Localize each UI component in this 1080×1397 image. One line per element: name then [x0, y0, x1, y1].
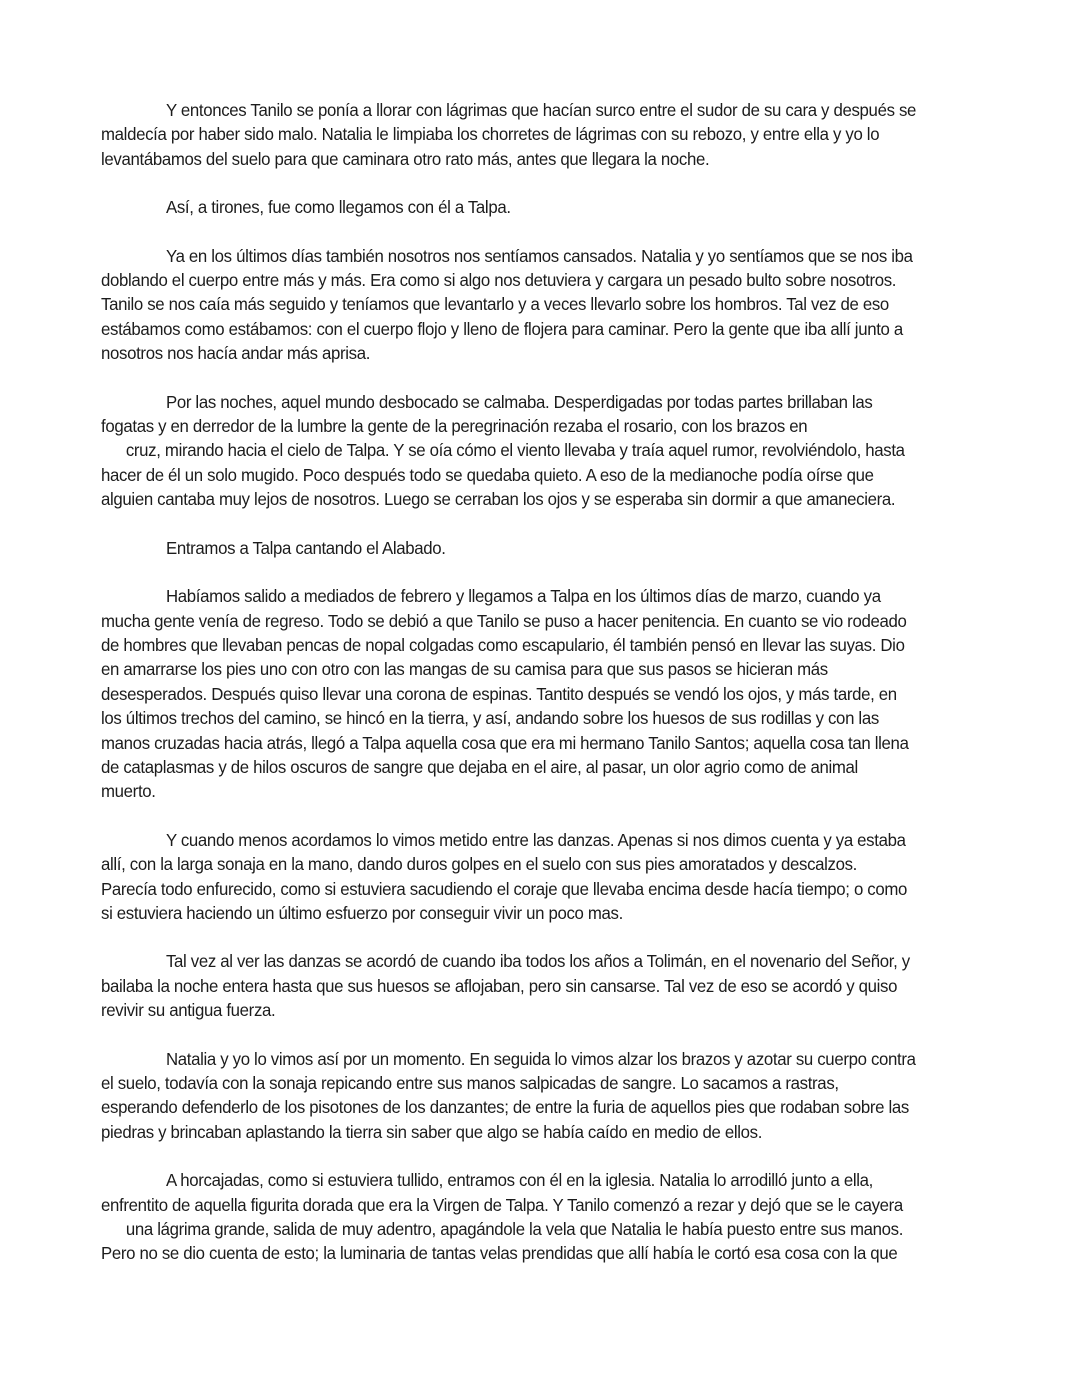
text-line: los últimos trechos del camino, se hincó en la tierra, y así, andando sobre los huesos de sus rodillas y con las	[101, 708, 879, 729]
text-line: bailaba la noche entera hasta que sus huesos se aflojaban, pero sin cansarse. Tal vez de eso se acordó y quiso	[101, 975, 898, 996]
text-line: enfrentito de aquella figurita dorada que era la Virgen de Talpa. Y Tanilo comenzó a rezar y dejó que se le cayera	[101, 1194, 903, 1215]
text-line: doblando el cuerpo entre más y más. Era como si algo nos detuviera y cargara un pesado bulto sobre nosotros.	[101, 270, 897, 291]
text-line: piedras y brincaban aplastando la tierra sin saber que algo se había caído en medio de ellos.	[101, 1121, 763, 1142]
text-line: estábamos como estábamos: con el cuerpo flojo y lleno de flojera para caminar. Pero la gente que iba allí junto a	[101, 318, 903, 339]
text-line: desesperados. Después quiso llevar una corona de espinas. Tantito después se vendó los ojos, y más tarde, en	[101, 683, 897, 704]
text-line: Tanilo se nos caía más seguido y teníamos que levantarlo y a veces llevarlo sobre los hombros. Tal vez de eso	[101, 294, 889, 315]
text-line: maldecía por haber sido malo. Natalia le limpiaba los chorretes de lágrimas con su rebozo, y entre ella y yo lo	[101, 124, 880, 145]
text-line: esperando defenderlo de los pisotones de los danzantes; de entre la furia de aquellos pies que rodaban sobre las	[101, 1097, 909, 1118]
text-line: fogatas y en derredor de la lumbre la gente de la peregrinación rezaba el rosario, con los brazos en	[101, 416, 808, 437]
text-line: de hombres que llevaban pencas de nopal colgadas como escapulario, él también pensó en llevar las suyas. Dio	[101, 634, 905, 655]
text-line: manos cruzadas hacia atrás, llegó a Talpa aquella cosa que era mi hermano Tanilo Santos; aquella cosa tan llena	[101, 732, 909, 753]
text-line: alguien cantaba muy lejos de nosotros. Luego se cerraban los ojos y se esperaba sin dormir a que amaneciera.	[101, 489, 896, 510]
text-line: levantábamos del suelo para que caminara otro rato más, antes que llegara la noche.	[101, 148, 710, 169]
paragraph-7	[101, 828, 941, 926]
text-line: mucha gente venía de regreso. Todo se debió a que Tanilo se puso a hacer penitencia. En cuanto se vio rodeado	[101, 610, 907, 631]
text-line: Natalia y yo lo vimos así por un momento. En seguida lo vimos alzar los brazos y azotar su cuerpo contra	[165, 1048, 916, 1069]
paragraph-1	[101, 98, 941, 171]
text-line: Habíamos salido a mediados de febrero y llegamos a Talpa en los últimos días de marzo, cuando ya	[165, 586, 881, 607]
text-line: cruz, mirando hacia el cielo de Talpa. Y se oía cómo el viento llevaba y traía aquel rumor, revolviéndolo, hasta	[125, 440, 905, 461]
text-line: muerto.	[101, 781, 156, 802]
text-line: Y cuando menos acordamos lo vimos metido entre las danzas. Apenas si nos dimos cuenta y ya estaba	[165, 829, 906, 850]
paragraph-9	[101, 1047, 941, 1145]
text-line: Pero no se dio cuenta de esto; la luminaria de tantas velas prendidas que allí había le cortó esa cosa con la que	[101, 1243, 898, 1264]
text-line: Entramos a Talpa cantando el Alabado.	[165, 537, 446, 558]
paragraph-5	[101, 536, 941, 560]
document-page	[101, 98, 941, 1290]
paragraph-2	[101, 195, 941, 219]
paragraph-10	[101, 1168, 941, 1266]
paragraph-6	[101, 584, 941, 804]
text-line: Tal vez al ver las danzas se acordó de cuando iba todos los años a Tolimán, en el novenario del Señor, y	[165, 951, 910, 972]
paragraph-3	[101, 244, 941, 366]
text-line: en amarrarse los pies uno con otro con las mangas de su camisa para que sus pasos se hicieran más	[101, 659, 828, 680]
paragraph-4	[101, 390, 941, 512]
paragraph-8	[101, 949, 941, 1022]
text-line: el suelo, todavía con la sonaja repicando entre sus manos salpicadas de sangre. Lo sacamos a rastras,	[101, 1073, 839, 1093]
text-line: Y entonces Tanilo se ponía a llorar con lágrimas que hacían surco entre el sudor de su cara y después se	[165, 100, 917, 120]
text-line: revivir su antigua fuerza.	[101, 1000, 276, 1021]
text-line: allí, con la larga sonaja en la mano, dando duros golpes en el suelo con sus pies amoratados y descalzos.	[101, 854, 858, 875]
text-line: hacer de él un solo mugido. Poco después todo se quedaba quieto. A eso de la medianoche podía oírse que	[101, 464, 874, 485]
text-line: una lágrima grande, salida de muy adentro, apagándole la vela que Natalia le había puesto entre sus manos.	[125, 1219, 904, 1240]
text-line: si estuviera haciendo un último esfuerzo por conseguir vivir un poco mas.	[101, 902, 623, 923]
text-line: Parecía todo enfurecido, como si estuviera sacudiendo el coraje que llevaba encima desde hacía tiempo; o como	[101, 878, 908, 899]
text-line: de cataplasmas y de hilos oscuros de sangre que dejaba en el aire, al pasar, un olor agrio como de animal	[101, 756, 858, 777]
text-line: Ya en los últimos días también nosotros nos sentíamos cansados. Natalia y yo sentíamos que se nos iba	[165, 245, 913, 266]
text-line: A horcajadas, como si estuviera tullido, entramos con él en la iglesia. Natalia lo arrodilló junto a ella,	[165, 1170, 874, 1191]
text-line: nosotros nos hacía andar más aprisa.	[101, 343, 371, 364]
text-line: Por las noches, aquel mundo desbocado se calmaba. Desperdigadas por todas partes brillaban las	[165, 391, 873, 412]
text-line: Así, a tirones, fue como llegamos con él a Talpa.	[165, 197, 511, 218]
